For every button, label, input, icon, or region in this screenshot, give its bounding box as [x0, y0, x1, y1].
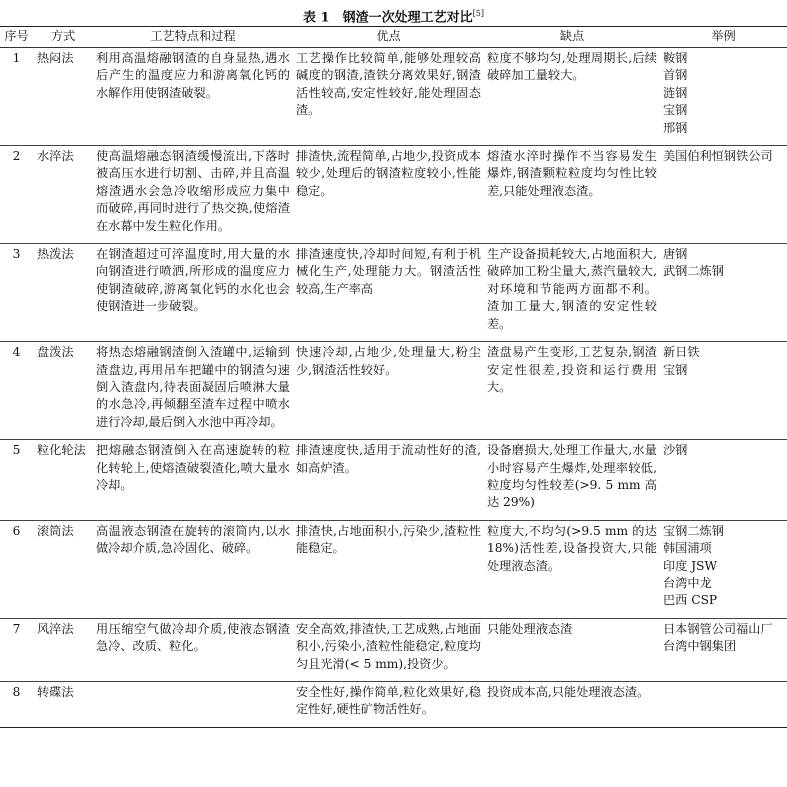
pros-cell: 快速冷却,占地少,处理量大,粉尘少,钢渣活性较好。 [296, 345, 481, 377]
header-no: 序号 [4, 29, 29, 44]
examples-cell [660, 520, 787, 618]
table-caption [0, 4, 787, 28]
cons-cell: 粒度不够均匀,处理周期长,后续破碎加工量较大。 [487, 51, 657, 83]
example-item: 宝钢 [663, 103, 688, 118]
example-item: 台湾中钢集团 [663, 639, 737, 654]
example-item: 宝钢 [663, 362, 688, 377]
process-cell: 在钢渣超过可淬温度时,用大量的水向钢渣进行喷洒,所形成的温度应力使钢渣破碎,游离氧化钙的水化也会使钢渣进一步破裂。 [96, 247, 290, 314]
cons-cell: 投资成本高,只能处理液态渣。 [487, 685, 650, 699]
pros-cell: 安全性好,操作简单,粒化效果好,稳定性好,硬性矿物活性好。 [296, 685, 481, 717]
row-number: 1 [12, 51, 21, 65]
process-cell: 将热态熔融钢渣倒入渣罐中,运输到渣盘边,再用吊车把罐中的钢渣匀速倒入渣盘内,待表面凝固后喷淋大量的水急冷,再倾翻至渣车过程中喷水进行冷却,最后倒入水池中再冷却。 [96, 345, 290, 429]
method-name: 热闷法 [37, 51, 74, 65]
header-pros: 优点 [376, 29, 401, 44]
method-name: 转碟法 [37, 685, 74, 699]
header-cons: 缺点 [559, 29, 585, 44]
pros-cell: 排渣快,占地面积小,污染少,渣粒性能稳定。 [296, 523, 481, 556]
cons-cell: 生产设备损耗较大,占地面积大,破碎加工粉尘量大,蒸汽量较大,对环境和节能两方面都不利。渣加工量大,钢渣的安定性较差。 [487, 247, 657, 331]
row-number: 6 [12, 523, 21, 538]
examples-cell [660, 440, 787, 521]
pros-cell: 工艺操作比较简单,能够处理较高碱度的钢渣,渣铁分离效果好,钢渣活性较高,安定性较好,能处理固态渣。 [296, 51, 481, 118]
process-cell: 用压缩空气做冷却介质,使液态钢渣急冷、改质、粒化。 [96, 621, 290, 654]
table-row [0, 682, 787, 728]
cons-cell: 熔渣水淬时操作不当容易发生爆炸,钢渣颗粒粒度均匀性比较差,只能处理液态渣。 [487, 149, 657, 198]
examples-cell [660, 48, 787, 146]
process-comparison-table [0, 26, 787, 728]
table-row [0, 618, 787, 681]
method-name: 水淬法 [37, 149, 74, 164]
example-item: 唐钢 [663, 247, 688, 262]
examples-cell [660, 618, 787, 681]
example-item: 印度 JSW [663, 558, 718, 573]
examples-cell [660, 244, 787, 342]
example-item: 沙钢 [663, 443, 688, 458]
table-body [0, 48, 787, 728]
process-cell [93, 682, 293, 728]
cons-cell: 设备磨损大,处理工作量大,水量小时容易产生爆炸,处理率较低,粒度均匀性较差(>9. 5 mm 高达 29%) [487, 443, 657, 510]
example-item: 韩国浦项 [663, 541, 712, 556]
process-cell: 把熔融态钢渣倒入在高速旋转的粒化转轮上,使熔渣破裂渣化,喷大量水冷却。 [96, 443, 290, 492]
examples-cell [660, 146, 787, 244]
table-header-row [0, 27, 787, 48]
row-number: 2 [12, 149, 21, 164]
example-item: 武钢二炼钢 [663, 264, 724, 279]
example-item: 首钢 [663, 68, 688, 83]
process-cell: 使高温熔融态钢渣缓慢流出,下落时被高压水进行切割、击碎,并且高温熔渣遇水会急冷收缩形成应力集中而破碎,再同时进行了热交换,使熔渣在水幕中发生粒化作用。 [96, 149, 290, 233]
header-examples: 举例 [711, 29, 736, 44]
row-number: 7 [12, 621, 21, 636]
example-item: 邢钢 [663, 120, 688, 135]
row-number: 5 [12, 443, 21, 458]
example-item: 巴西 CSP [663, 593, 718, 608]
example-item: 宝钢二炼钢 [663, 523, 724, 538]
example-item: 台湾中龙 [663, 575, 712, 590]
cons-cell: 渣盘易产生变形,工艺复杂,钢渣安定性很差,投资和运行费用大。 [487, 345, 657, 394]
method-name: 盘泼法 [37, 345, 74, 360]
pros-cell: 排渣快,流程简单,占地少,投资成本较少,处理后的钢渣粒度较小,性能稳定。 [296, 149, 481, 198]
table-row [0, 520, 787, 618]
pros-cell: 排渣速度快,冷却时间短,有利于机械化生产,处理能力大。钢渣活性较高,生产率高 [296, 247, 481, 296]
method-name: 粒化轮法 [37, 443, 86, 458]
pros-cell: 安全高效,排渣快,工艺成熟,占地面积小,污染小,渣粒性能稳定,粒度均匀且光滑(< 5 mm),投资少。 [296, 621, 481, 671]
table-reference: [5] [472, 9, 484, 18]
example-item: 日本钢管公司福山厂 [663, 621, 773, 636]
example-item: 涟钢 [663, 85, 688, 100]
method-name: 热泼法 [37, 247, 74, 262]
table-row [0, 440, 787, 521]
table-row [0, 146, 787, 244]
cons-cell: 粒度大,不均匀(>9.5 mm 的达 18%)活性差,设备投资大,只能处理液态渣。 [487, 523, 657, 573]
table-row [0, 244, 787, 342]
table-title: 表 1 钢渣一次处理工艺对比 [303, 10, 473, 26]
header-process: 工艺特点和过程 [150, 29, 236, 44]
row-number: 4 [12, 345, 21, 360]
method-name: 滚筒法 [37, 523, 74, 538]
cons-cell: 只能处理液态渣 [487, 621, 573, 636]
process-cell: 利用高温熔融钢渣的自身显热,遇水后产生的温度应力和游离氧化钙的水解作用使钢渣破裂。 [96, 51, 290, 100]
row-number: 3 [12, 247, 21, 262]
example-item: 新日铁 [663, 345, 700, 360]
examples-cell [660, 342, 787, 440]
method-name: 风淬法 [37, 621, 74, 636]
example-item: 鞍钢 [663, 51, 688, 65]
table-row [0, 48, 787, 146]
pros-cell: 排渣速度快,适用于流动性好的渣,如高炉渣。 [296, 443, 481, 475]
examples-cell [660, 682, 787, 728]
process-cell: 高温液态钢渣在旋转的滚筒内,以水做冷却介质,急冷固化、破碎。 [96, 523, 290, 556]
example-item: 美国伯利恒钢铁公司 [663, 149, 773, 164]
table-row [0, 342, 787, 440]
row-number: 8 [12, 685, 21, 699]
header-method: 方式 [50, 29, 76, 44]
